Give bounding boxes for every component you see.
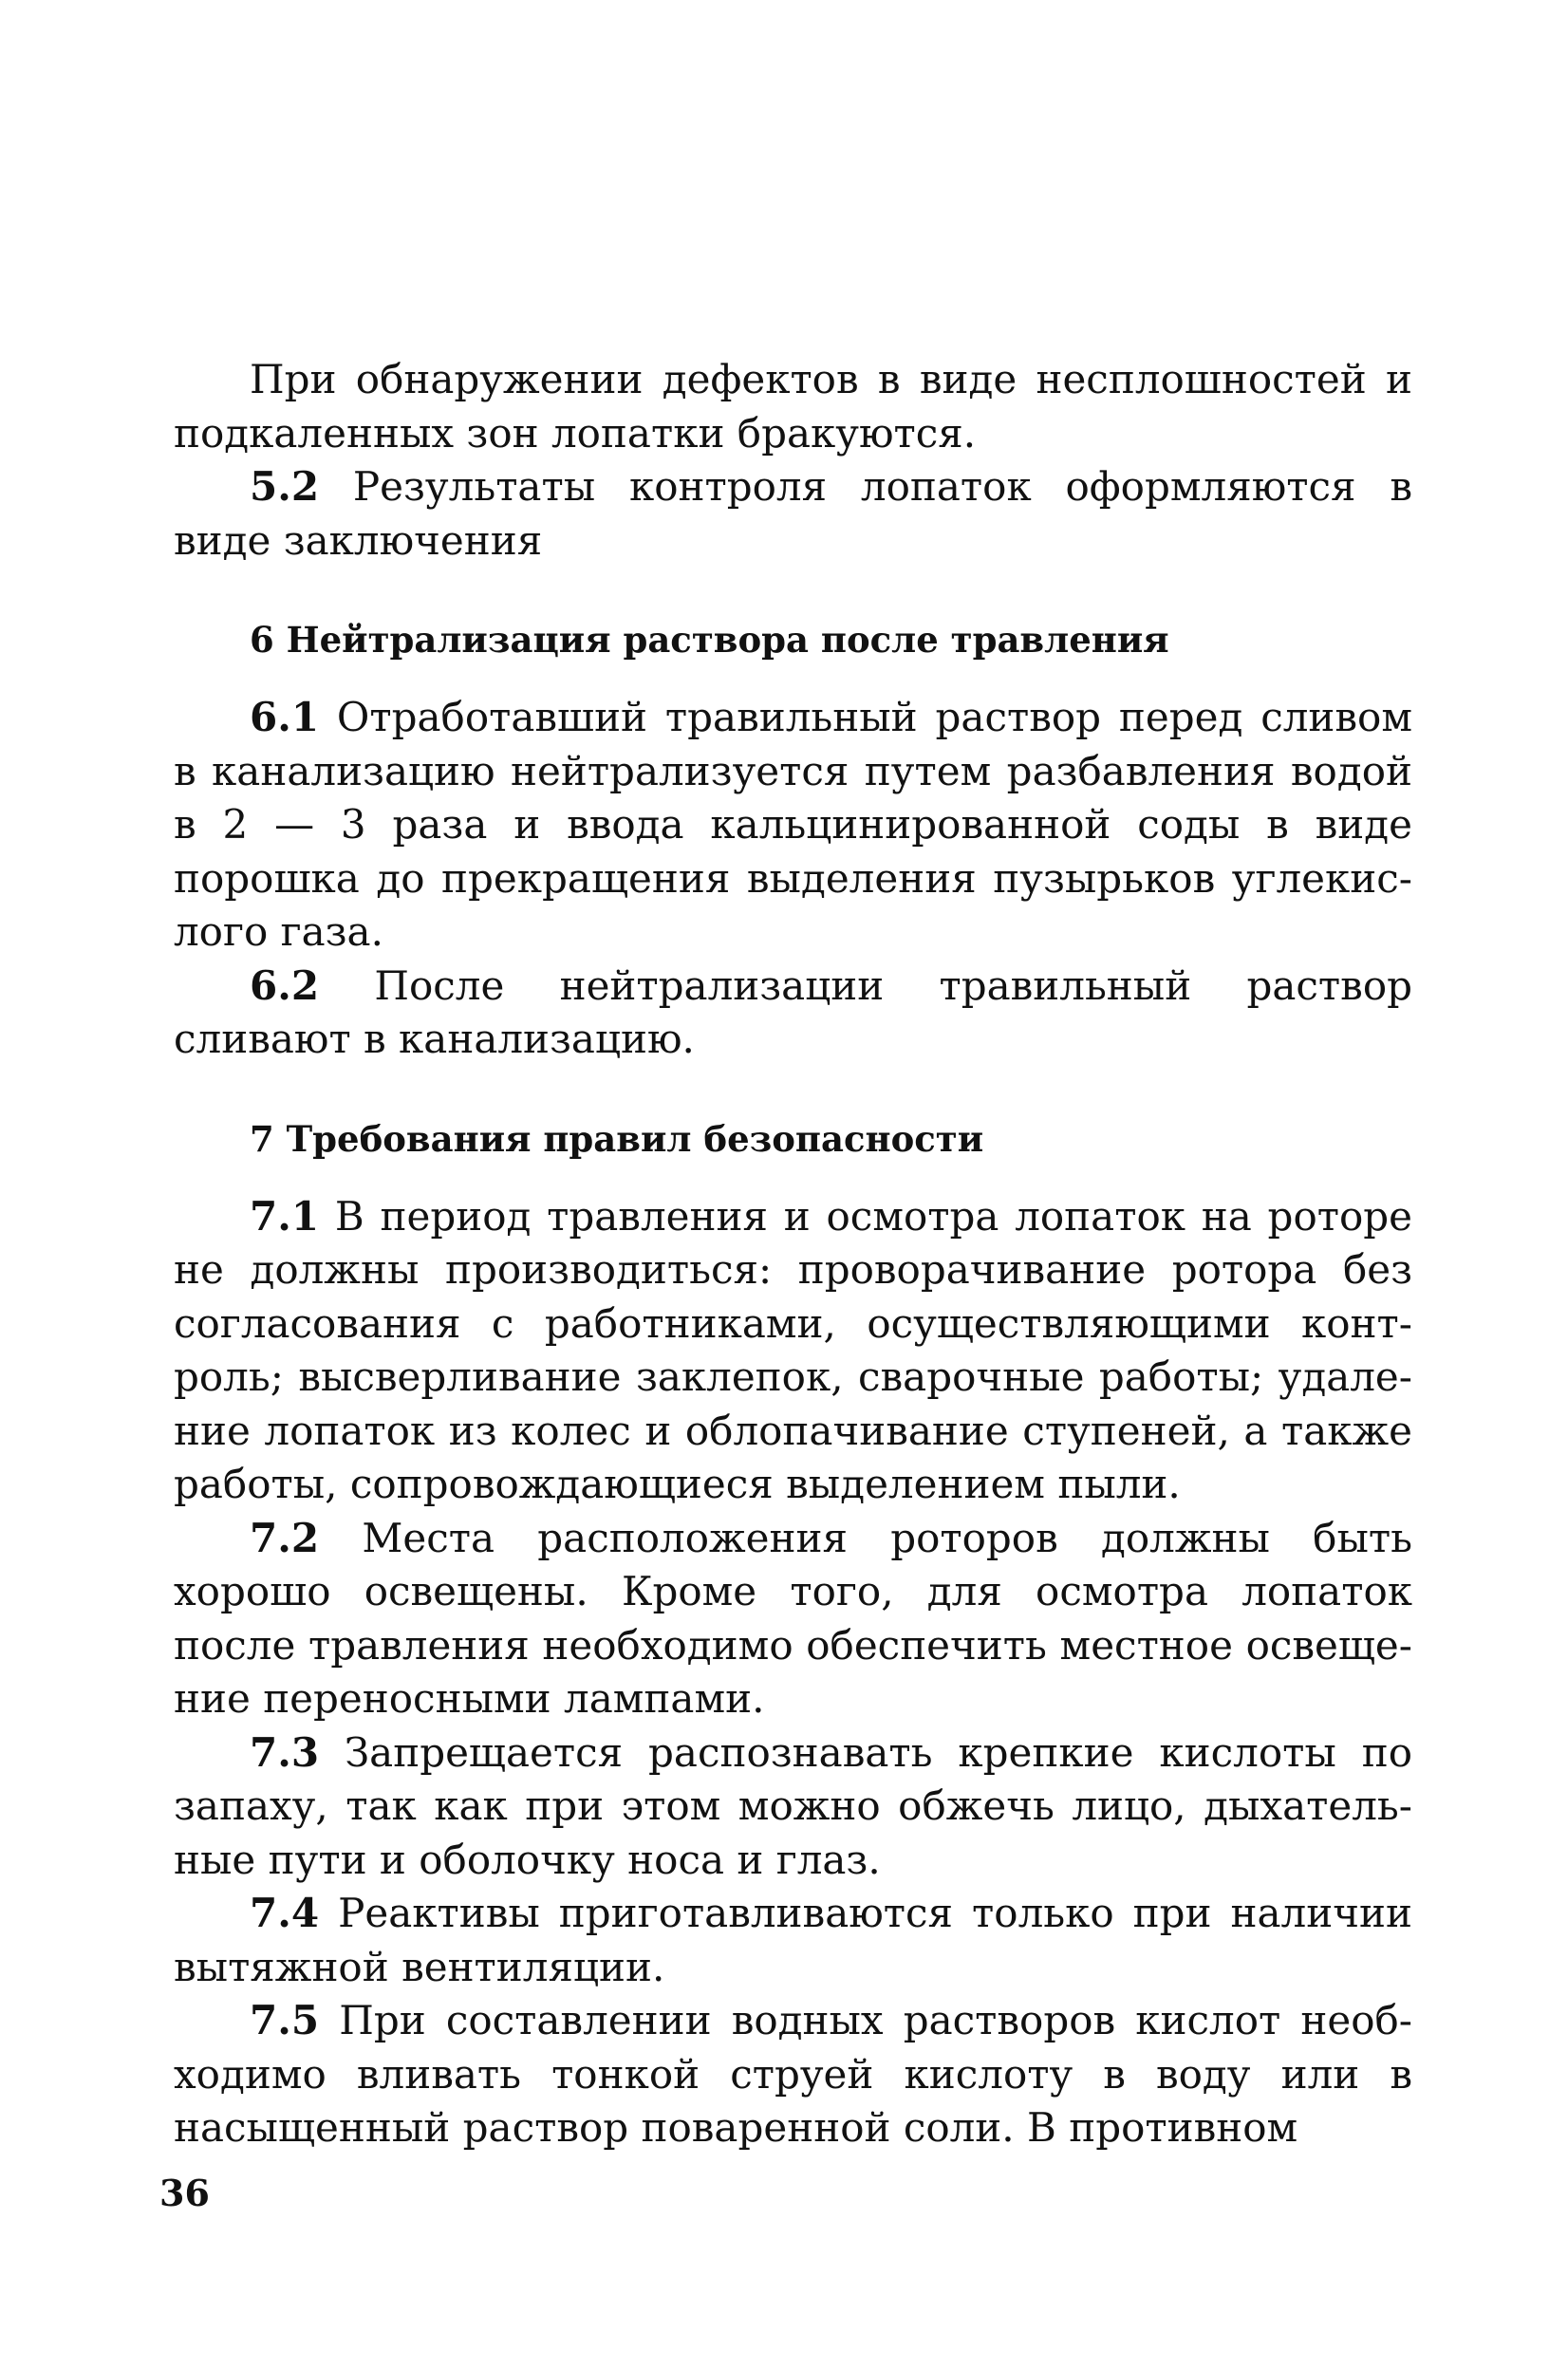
page-number: 36: [159, 2172, 210, 2214]
paragraph-5-2: [174, 460, 1412, 568]
section-6-heading: 6 Нейтрализация раствора после травления: [250, 619, 1169, 661]
clause-number: 6.2: [250, 961, 320, 1009]
paragraph-7-3: [174, 1726, 1412, 1888]
paragraph-6-1: [174, 691, 1412, 960]
clause-number: 7.3: [250, 1728, 320, 1776]
clause-number: 5.2: [250, 463, 320, 510]
clause-number: 7.2: [250, 1514, 320, 1561]
clause-text: Отработавший травильный раствор перед сливом в канализацию нейтрализуется путем разбавления водой в 2 — 3 раза и ввода кальцинированной соды в виде порошка до прекращения выделения пузырьков углекислого газа.: [174, 694, 1412, 955]
clause-text: Реактивы приготавливаются только при наличии вытяжной вентиляции.: [174, 1890, 1412, 1990]
paragraph-6-2: [174, 960, 1412, 1067]
clause-text: Результаты контроля лопаток оформляются в виде заключения: [174, 463, 1412, 564]
clause-text: При составлении водных растворов кислот необходимо вливать тонкой струей кислоту в воду или в насыщенный раствор поваренной соли. В противном: [174, 1997, 1412, 2151]
paragraph-defects: При обнаружении дефектов в виде несплошностей и подкаленных зон лопатки бракуются.: [174, 356, 1412, 457]
paragraph-7-1: [174, 1190, 1412, 1512]
clause-text: В период травления и осмотра лопаток на роторе не должны производиться: проворачивание ротора без согласования с работниками, осуществляющими контроль; высверливание заклепок, сварочные работы; удаление лопаток из колес и облопачивание ступеней, а также работы, сопровождающиеся выделением пыли.: [174, 1192, 1412, 1507]
paragraph-7-5: [174, 1994, 1412, 2155]
clause-number: 7.5: [250, 1997, 320, 2043]
paragraph-7-4: [174, 1887, 1412, 1994]
clause-text: Места расположения роторов должны быть хорошо освещены. Кроме того, для осмотра лопаток после травления необходимо обеспечить местное освещение переносными лампами.: [174, 1514, 1412, 1722]
clause-number: 7.4: [250, 1890, 320, 1936]
clause-number: 7.1: [250, 1192, 320, 1240]
document-body: [174, 353, 1412, 2155]
paragraph-7-2: [174, 1512, 1412, 1726]
clause-text: После нейтрализации травильный раствор сливают в канализацию.: [174, 961, 1412, 1062]
clause-text: Запрещается распознавать крепкие кислоты по запаху, так как при этом можно обжечь лицо, дыхательные пути и оболочку носа и глаз.: [174, 1728, 1412, 1883]
section-7-heading: 7 Требования правил безопасности: [250, 1117, 984, 1160]
clause-number: 6.1: [250, 694, 320, 740]
